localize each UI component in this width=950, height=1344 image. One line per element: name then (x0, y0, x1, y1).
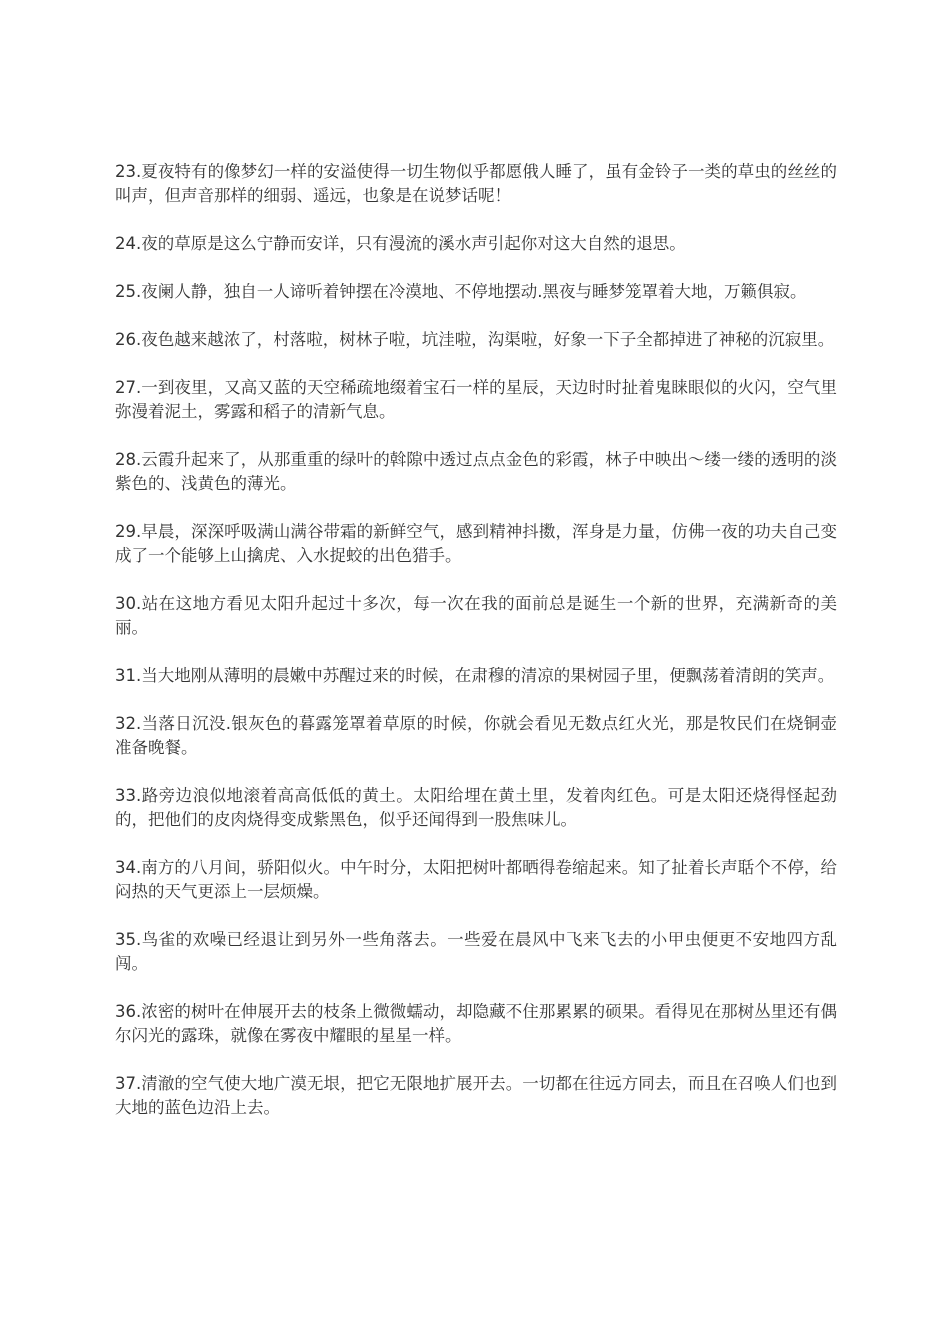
paragraph-25: 25.夜阑人静，独自一人谛听着钟摆在冷漠地、不停地摆动.黑夜与睡梦笼罩着大地，万籁俱寂。 (115, 282, 807, 301)
paragraph-27: 27.一到夜里，又高又蓝的天空稀疏地缀着宝石一样的星辰，天边时时扯着鬼睐眼似的火闪，空气里弥漫着泥土，雾露和稻子的清新气息。 (115, 378, 837, 421)
paragraph-33: 33.路旁边浪似地滚着高高低低的黄土。太阳给埋在黄土里，发着肉红色。可是太阳还烧得怪起劲的，把他们的皮肉烧得变成紫黑色，似乎还闻得到一股焦味儿。 (115, 786, 837, 829)
paragraph-23: 23.夏夜特有的像梦幻一样的安溢使得一切生物似乎都愿俄人睡了，虽有金铃子一类的草虫的丝丝的叫声，但声音那样的细弱、遥远，也象是在说梦话呢！ (115, 162, 837, 205)
paragraph-29: 29.早晨，深深呼吸满山满谷带霜的新鲜空气，感到精神抖擞，浑身是力量，仿佛一夜的功夫自己变成了一个能够上山擒虎、入水捉蛟的出色猎手。 (115, 522, 837, 565)
paragraph-37: 37.清澈的空气使大地广漠无垠，把它无限地扩展开去。一切都在往远方同去，而且在召唤人们也到大地的蓝色边沿上去。 (115, 1074, 837, 1117)
paragraph-30: 30.站在这地方看见太阳升起过十多次，每一次在我的面前总是诞生一个新的世界，充满新奇的美丽。 (115, 594, 837, 637)
paragraph-26: 26.夜色越来越浓了，村落啦，树林子啦，坑洼啦，沟渠啦，好象一下子全都掉进了神秘的沉寂里。 (115, 330, 835, 349)
paragraph-35: 35.鸟雀的欢噪已经退让到另外一些角落去。一些爱在晨风中飞来飞去的小甲虫便更不安地四方乱闯。 (115, 930, 837, 973)
paragraph-34: 34.南方的八月间，骄阳似火。中午时分，太阳把树叶都晒得卷缩起来。知了扯着长声聒个不停，给闷热的天气更添上一层烦燥。 (115, 858, 837, 901)
paragraph-32: 32.当落日沉没.银灰色的暮露笼罩着草原的时候，你就会看见无数点红火光，那是牧民们在烧铜壶准备晚餐。 (115, 714, 837, 757)
document-body (115, 160, 837, 1144)
paragraph-28: 28.云霞升起来了，从那重重的绿叶的斡隙中透过点点金色的彩霞，林子中映出～缕一缕的透明的淡紫色的、浅黄色的薄光。 (115, 450, 837, 493)
paragraph-24: 24.夜的草原是这么宁静而安详，只有漫流的溪水声引起你对这大自然的退思。 (115, 234, 686, 253)
paragraph-31: 31.当大地刚从薄明的晨嫩中苏醒过来的时候，在肃穆的清凉的果树园子里，便飘荡着清朗的笑声。 (115, 666, 835, 685)
paragraph-36: 36.浓密的树叶在伸展开去的枝条上微微蠕动，却隐藏不住那累累的硕果。看得见在那树丛里还有偶尔闪光的露珠，就像在雾夜中耀眼的星星一样。 (115, 1002, 837, 1045)
